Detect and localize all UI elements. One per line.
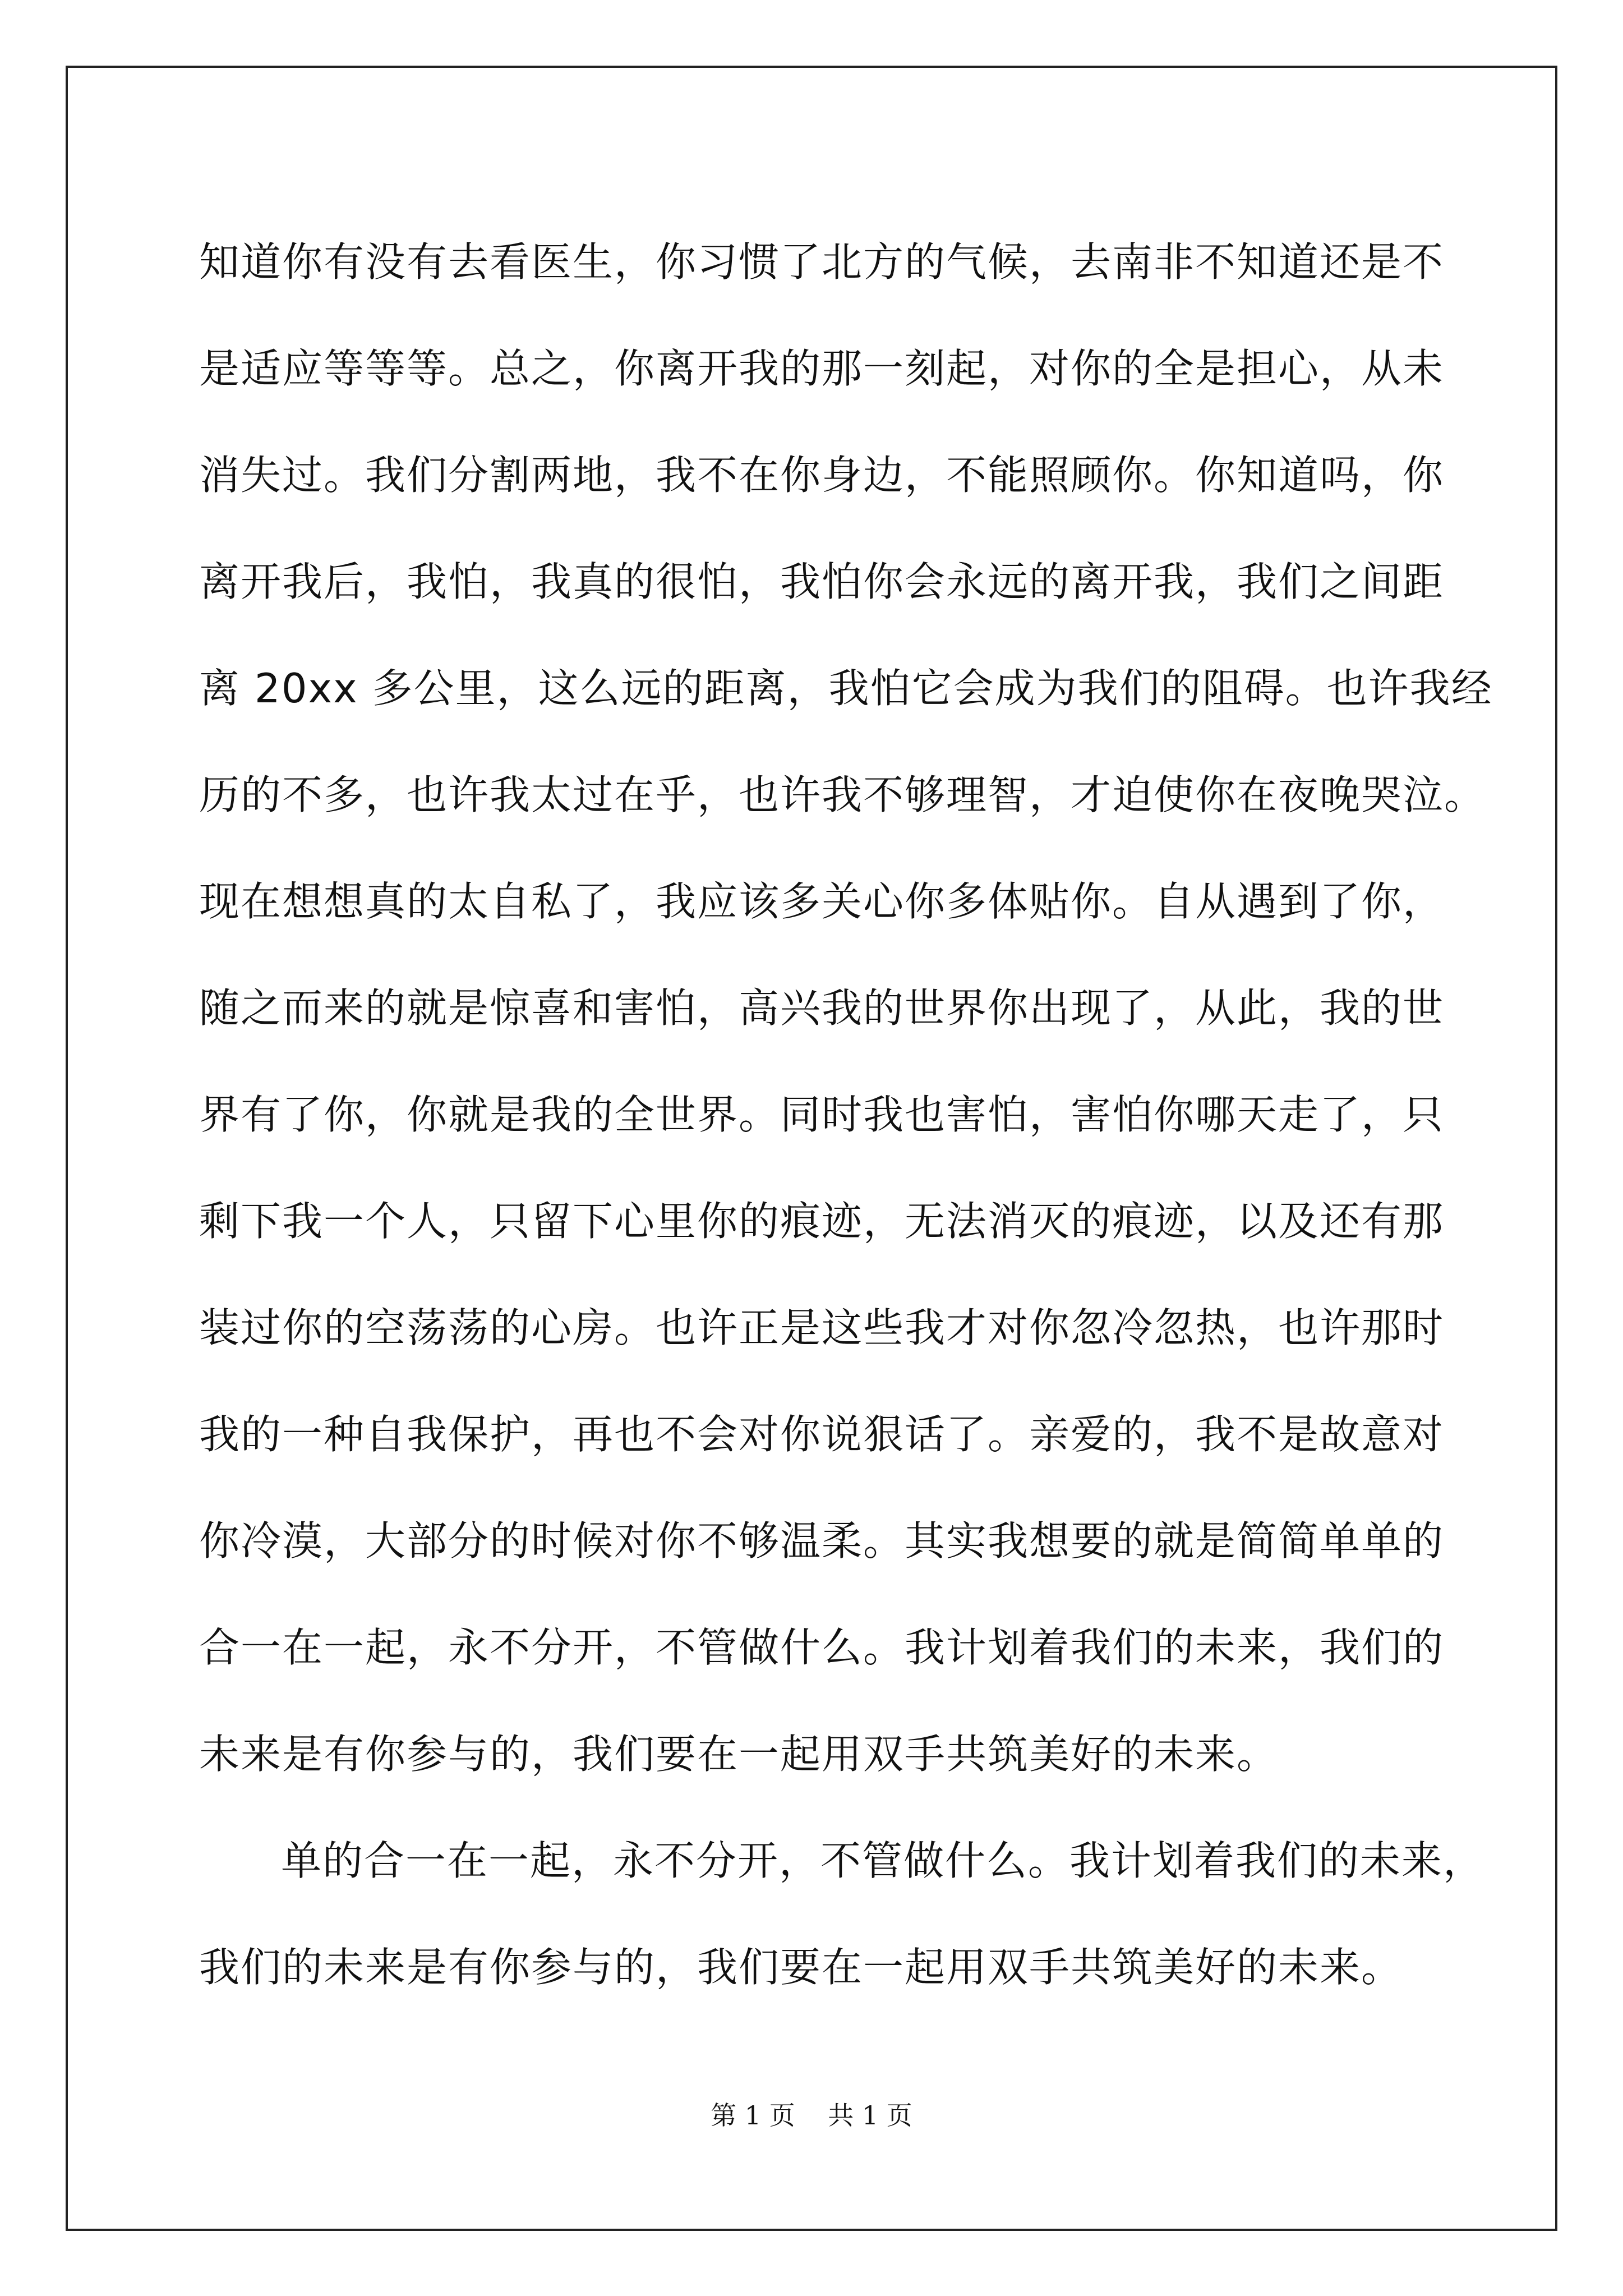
text-line: 离开我后，我怕，我真的很怕，我怕你会永远的离开我，我们之间距 (199, 558, 1445, 605)
text-line: 知道你有没有去看医生，你习惯了北方的气候，去南非不知道还是不 (199, 238, 1445, 286)
text-line: 消失过。我们分割两地，我不在你身边，不能照顾你。你知道吗，你 (199, 452, 1445, 499)
page-number: 第 1 页 (711, 2100, 795, 2131)
text-line: 你冷漠，大部分的时候对你不够温柔。其实我想要的就是简简单单的 (199, 1517, 1445, 1565)
text-line: 未来是有你参与的，我们要在一起用双手共筑美好的未来。 (199, 1731, 1279, 1778)
text-line: 单的合一在一起，永不分开，不管做什么。我计划着我们的未来， (281, 1837, 1485, 1884)
text-line: 我的一种自我保护，再也不会对你说狠话了。亲爱的，我不是故意对 (199, 1411, 1445, 1458)
text-line: 现在想想真的太自私了，我应该多关心你多体贴你。自从遇到了你， (199, 878, 1445, 925)
text-line: 剩下我一个人，只留下心里你的痕迹，无法消灭的痕迹，以及还有那 (199, 1198, 1445, 1245)
text-line: 我们的未来是有你参与的，我们要在一起用双手共筑美好的未来。 (199, 1944, 1403, 1991)
text-line: 历的不多，也许我太过在乎，也许我不够理智，才迫使你在夜晚哭泣。 (199, 771, 1486, 818)
text-line: 合一在一起，永不分开，不管做什么。我计划着我们的未来，我们的 (199, 1624, 1445, 1671)
document-body (199, 209, 1493, 2021)
text-line: 界有了你，你就是我的全世界。同时我也害怕，害怕你哪天走了，只 (199, 1091, 1445, 1138)
text-line: 随之而来的就是惊喜和害怕，高兴我的世界你出现了，从此，我的世 (199, 984, 1445, 1032)
paragraph-2 (199, 1807, 1485, 2021)
page-total: 共 1 页 (828, 2100, 912, 2131)
paragraph-1 (199, 209, 1493, 1807)
text-line: 离 20xx 多公里，这么远的距离，我怕它会成为我们的阻碍。也许我经 (199, 665, 1493, 712)
text-line: 装过你的空荡荡的心房。也许正是这些我才对你忽冷忽热，也许那时 (199, 1304, 1445, 1351)
text-line: 是适应等等等。总之，你离开我的那一刻起，对你的全是担心，从未 (199, 345, 1445, 392)
page-footer (0, 2095, 1623, 2132)
